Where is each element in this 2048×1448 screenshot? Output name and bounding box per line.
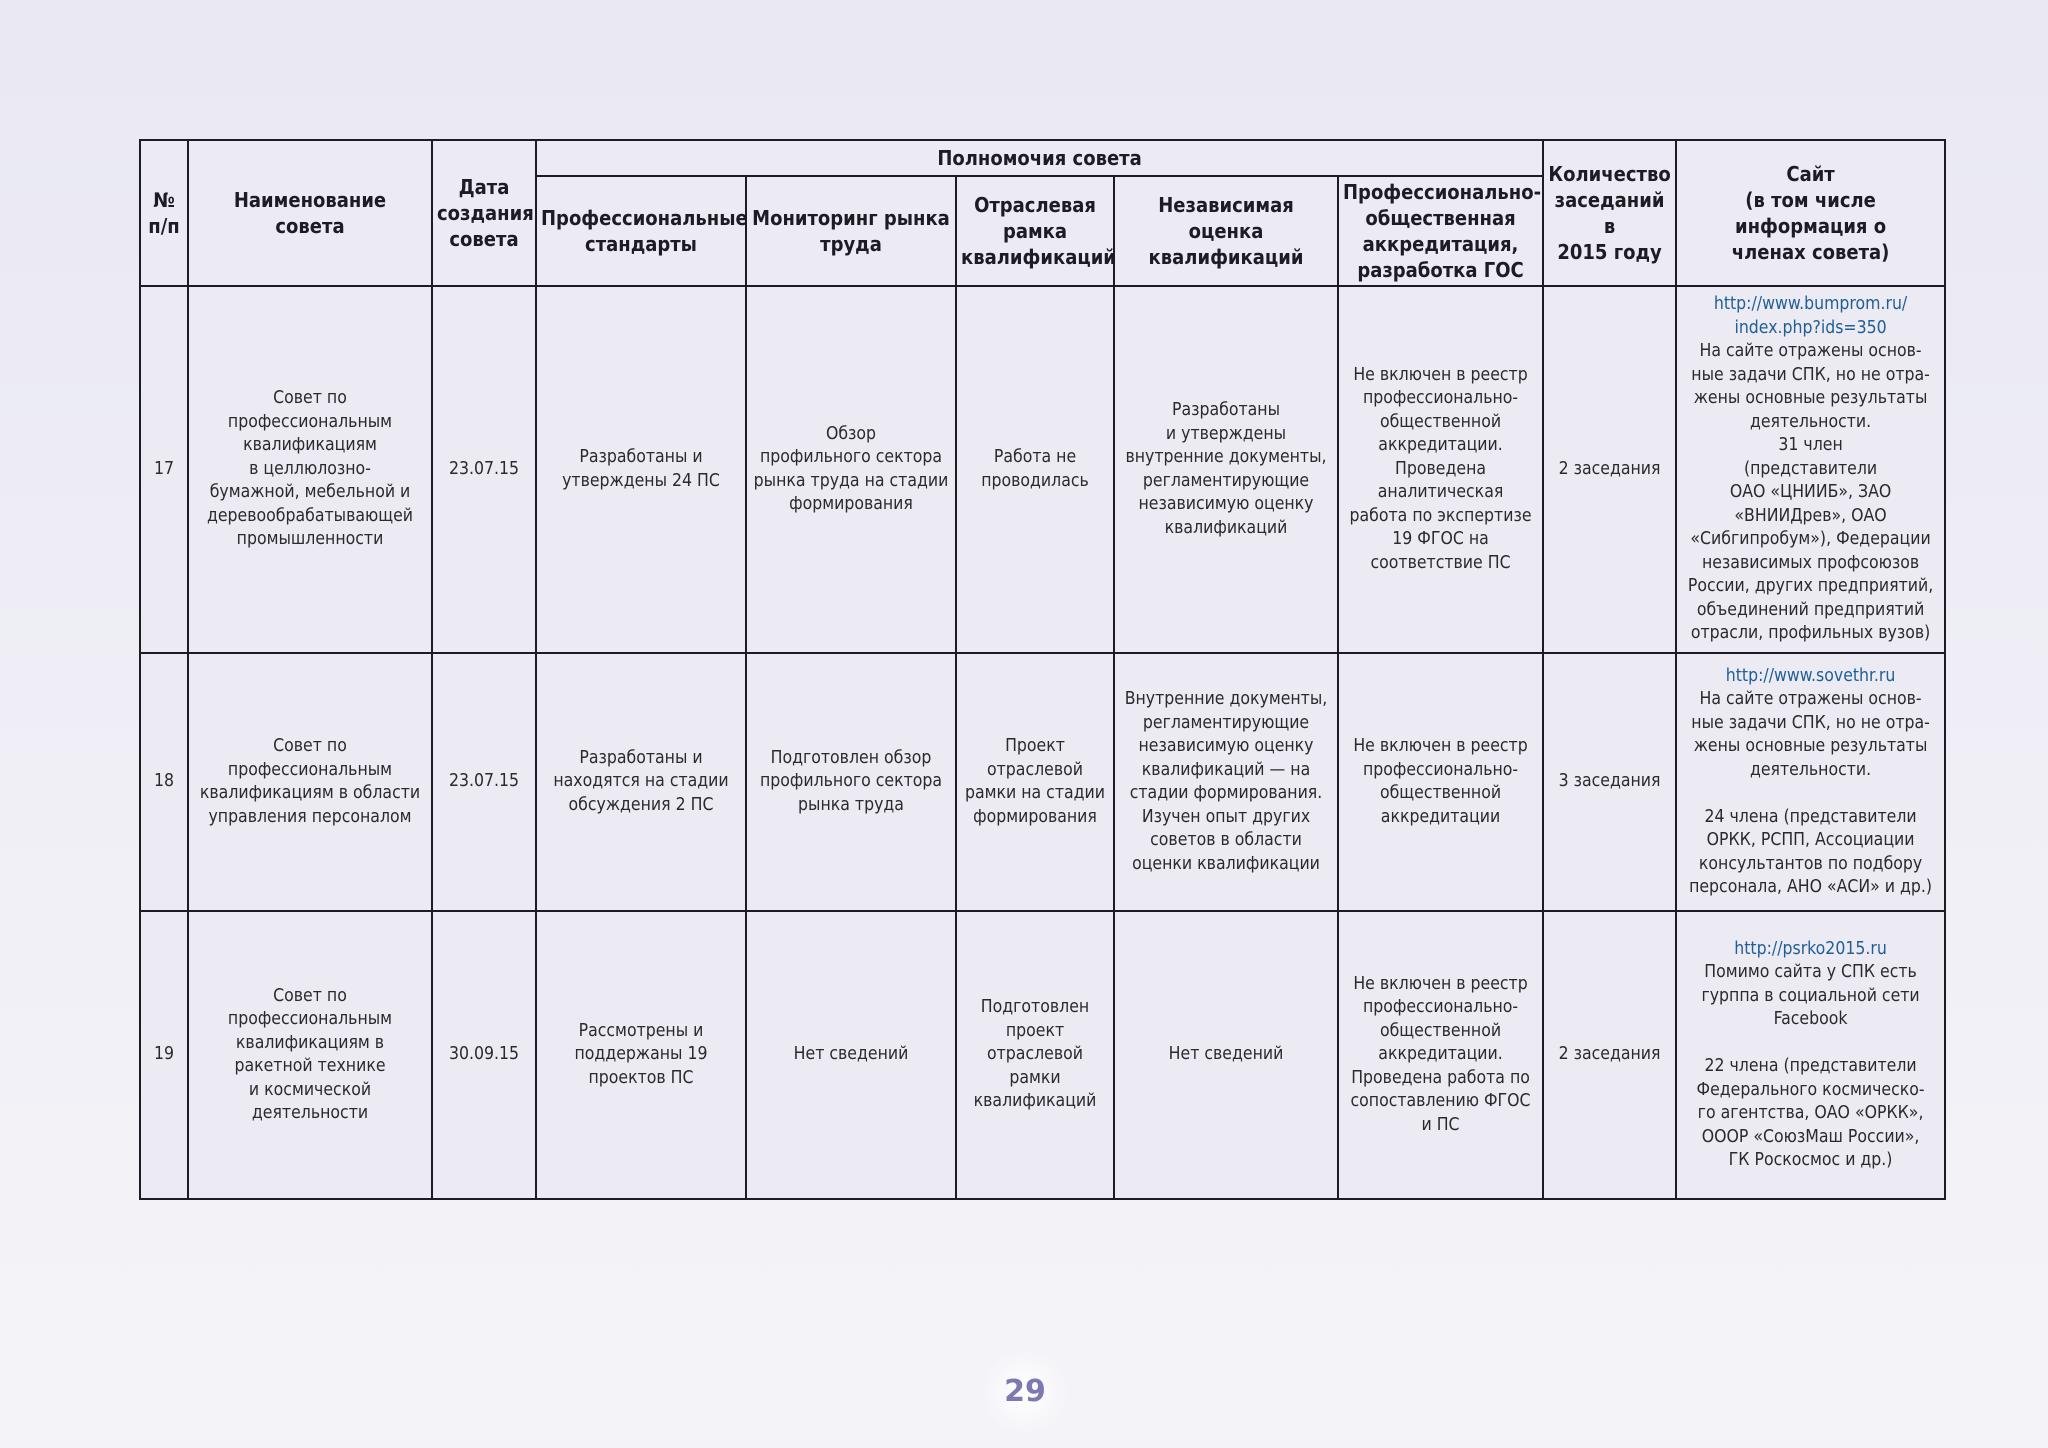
table-row	[140, 286, 1945, 653]
row-prof-standards: Разработаны и находятся на стадии обсуждения 2 ПС	[536, 653, 746, 911]
row-prof-standards: Разработаны и утверждены 24 ПС	[536, 286, 746, 653]
header-accreditation: Профессионально- общественная аккредитация, разработка ГОС	[1338, 176, 1543, 286]
site-link[interactable]: http://www.sovethr.ru	[1725, 665, 1896, 686]
site-link[interactable]: http://psrko2015.ru	[1734, 938, 1887, 959]
header-independent-assessment: Независимая оценка квалификаций	[1114, 176, 1338, 286]
row-sector-framework: Работа не проводилась	[956, 286, 1114, 653]
row-prof-standards: Рассмотрены и поддержаны 19 проектов ПС	[536, 911, 746, 1199]
row-meetings: 3 заседания	[1543, 653, 1676, 911]
row-site	[1676, 286, 1945, 653]
row-labor-monitoring: Подготовлен обзор профильного сектора рынка труда	[746, 653, 956, 911]
header-row-top	[140, 140, 1945, 176]
row-num: 17	[140, 286, 188, 653]
site-description: На сайте отражены основ- ные задачи СПК, но не отра- жены основные результаты деятельности. 31 член (представители ОАО «ЦНИИБ», ЗАО «ВНИИДрев», ОАО «Сибгипробум»), Федерации независимых профсоюзов России, других предприятий, объединений предприятий отрасли, профильных вузов)	[1687, 341, 1934, 644]
row-labor-monitoring: Нет сведений	[746, 911, 956, 1199]
row-independent-assessment: Внутренние документы, регламентирующие независимую оценку квалификаций — на стадии формирования. Изучен опыт других советов в области оценки квалификации	[1114, 653, 1338, 911]
header-powers: Полномочия совета	[536, 140, 1543, 176]
header-num: № п/п	[140, 140, 188, 286]
site-link[interactable]: http://www.bumprom.ru/ index.php?ids=350	[1713, 294, 1908, 338]
row-sector-framework: Подготовлен проект отраслевой рамки квалификаций	[956, 911, 1114, 1199]
row-accreditation: Не включен в реестр профессионально- общественной аккредитации. Проведена работа по сопоставлению ФГОС и ПС	[1338, 911, 1543, 1199]
councils-table	[139, 139, 1946, 1200]
row-site	[1676, 653, 1945, 911]
row-date: 23.07.15	[432, 653, 536, 911]
header-prof-standards: Профессиональные стандарты	[536, 176, 746, 286]
table-row	[140, 653, 1945, 911]
site-description: Помимо сайта у СПК есть гурппа в социальной сети Facebook 22 члена (представители Федерального космическо- го агентства, ОАО «ОРКК», ОООР «СоюзМаш России», ГК Роскосмос и др.)	[1696, 962, 1925, 1170]
row-accreditation: Не включен в реестр профессионально- общественной аккредитации	[1338, 653, 1543, 911]
row-date: 30.09.15	[432, 911, 536, 1199]
row-independent-assessment: Нет сведений	[1114, 911, 1338, 1199]
row-sector-framework: Проект отраслевой рамки на стадии формирования	[956, 653, 1114, 911]
row-num: 18	[140, 653, 188, 911]
page-number: 29	[975, 1352, 1075, 1432]
row-meetings: 2 заседания	[1543, 286, 1676, 653]
row-meetings: 2 заседания	[1543, 911, 1676, 1199]
row-accreditation: Не включен в реестр профессионально- общественной аккредитации. Проведена аналитическая работа по экспертизе 19 ФГОС на соответствие ПС	[1338, 286, 1543, 653]
row-num: 19	[140, 911, 188, 1199]
row-council-name: Совет по профессиональным квалификациям в области управления персоналом	[188, 653, 432, 911]
site-description: На сайте отражены основ- ные задачи СПК, но не отра- жены основные результаты деятельности. 24 члена (представители ОРКК, РСПП, Ассоциации консультантов по подбору персонала, АНО «АСИ» и др.)	[1689, 689, 1933, 897]
header-site: Сайт (в том числе информация о членах совета)	[1676, 140, 1945, 286]
row-council-name: Совет по профессиональным квалификациям в ракетной технике и космической деятельности	[188, 911, 432, 1199]
header-sector-framework: Отраслевая рамка квалификаций	[956, 176, 1114, 286]
table-row	[140, 911, 1945, 1199]
row-council-name: Совет по профессиональным квалификациям в целлюлозно- бумажной, мебельной и деревообрабатывающей промышленности	[188, 286, 432, 653]
header-meetings: Количество заседаний в 2015 году	[1543, 140, 1676, 286]
row-date: 23.07.15	[432, 286, 536, 653]
row-labor-monitoring: Обзор профильного сектора рынка труда на стадии формирования	[746, 286, 956, 653]
header-date: Дата создания совета	[432, 140, 536, 286]
header-name: Наименование совета	[188, 140, 432, 286]
row-independent-assessment: Разработаны и утверждены внутренние документы, регламентирующие независимую оценку квалификаций	[1114, 286, 1338, 653]
header-labor-monitoring: Мониторинг рынка труда	[746, 176, 956, 286]
row-site	[1676, 911, 1945, 1199]
